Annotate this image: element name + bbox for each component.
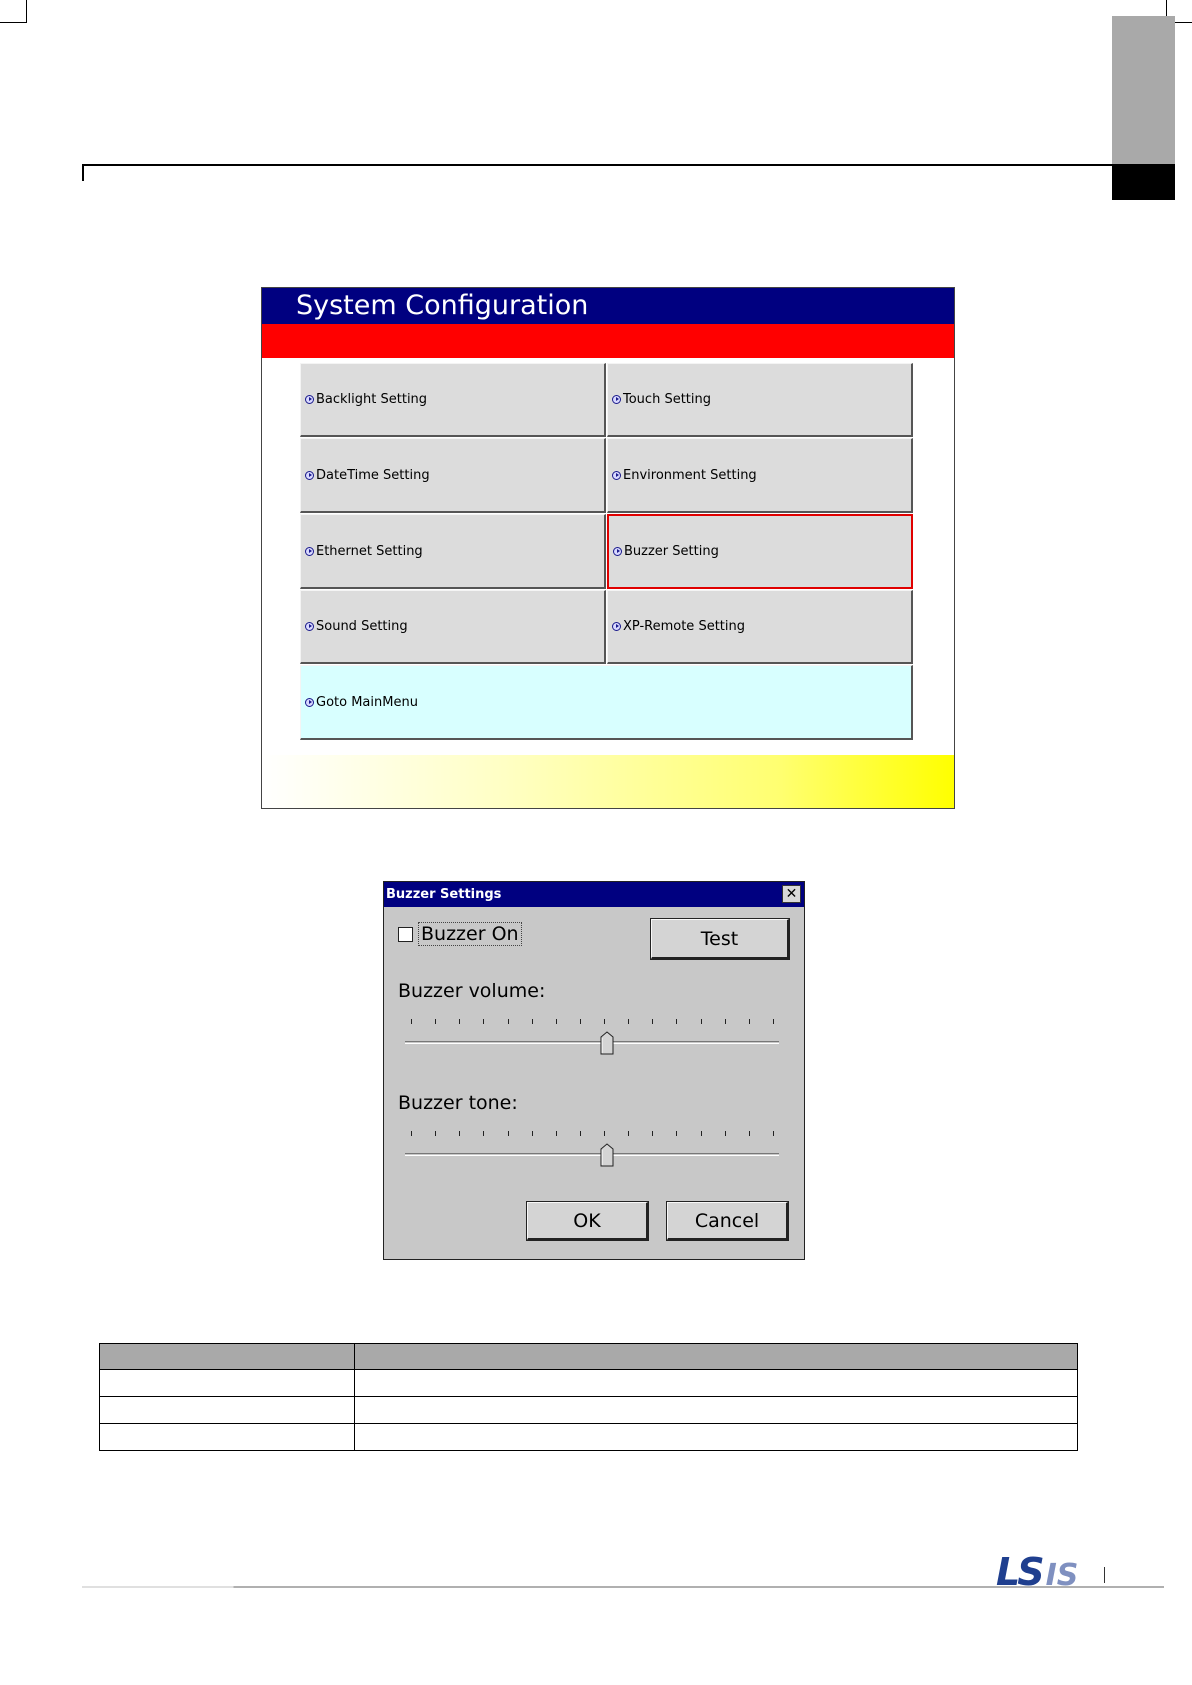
buzzer-tone-label: Buzzer tone: <box>398 1092 518 1114</box>
slider-tick <box>773 1131 774 1136</box>
table-cell <box>355 1370 1078 1397</box>
buzzer-on-checkbox[interactable] <box>398 927 413 942</box>
system-configuration-screen <box>261 287 955 809</box>
buzzer-volume-label: Buzzer volume: <box>398 980 546 1002</box>
alert-bar <box>262 324 954 358</box>
goto-mainmenu-button[interactable] <box>300 665 913 740</box>
slider-tick <box>411 1131 412 1136</box>
slider-tick <box>508 1019 509 1024</box>
close-button[interactable] <box>782 885 801 903</box>
slider-thumb[interactable] <box>600 1031 614 1055</box>
slider-tick <box>411 1019 412 1024</box>
slider-tick <box>556 1131 557 1136</box>
table-cell <box>100 1424 355 1451</box>
menu-item-label: XP-Remote Setting <box>623 619 745 634</box>
menu-item-label: DateTime Setting <box>316 467 430 483</box>
ethernet-setting-button[interactable] <box>300 514 606 589</box>
slider-tick <box>773 1019 774 1024</box>
slider-tick <box>483 1019 484 1024</box>
menu-item-label: Backlight Setting <box>316 392 428 407</box>
slider-tick <box>580 1019 581 1024</box>
slider-tick <box>701 1131 702 1136</box>
buzzer-tone-slider[interactable] <box>405 1131 779 1181</box>
ls-is-logo <box>996 1550 1078 1592</box>
arrow-bullet-icon <box>305 698 314 707</box>
slider-tick <box>459 1131 460 1136</box>
title-bar <box>262 288 954 324</box>
slider-tick <box>701 1019 702 1024</box>
menu-item-label: Buzzer Setting <box>624 544 719 559</box>
table-row <box>100 1397 1078 1424</box>
menu-item-label: Sound Setting <box>316 619 408 634</box>
ok-button[interactable]: OK <box>527 1202 648 1240</box>
slider-tick <box>749 1131 750 1136</box>
table-header-row <box>100 1344 1078 1370</box>
slider-tick <box>435 1019 436 1024</box>
header-rule-tick <box>82 164 84 181</box>
slider-tick <box>580 1131 581 1136</box>
menu-item-label: Environment Setting <box>623 467 757 483</box>
table-cell <box>100 1397 355 1424</box>
slider-tick <box>532 1019 533 1024</box>
table-cell <box>355 1397 1078 1424</box>
menu-item-label: Touch Setting <box>623 392 711 407</box>
slider-track <box>405 1153 779 1156</box>
slider-tick <box>628 1131 629 1136</box>
dialog-title: Buzzer Settings <box>386 887 502 902</box>
environment-setting-button[interactable] <box>607 438 913 513</box>
slider-tick <box>435 1131 436 1136</box>
touch-setting-button[interactable] <box>607 363 913 437</box>
screen-title: System Configuration <box>296 290 589 321</box>
arrow-bullet-icon <box>612 395 621 404</box>
slider-tick <box>628 1019 629 1024</box>
buzzer-volume-slider[interactable] <box>405 1019 779 1069</box>
buzzer-settings-dialog <box>383 881 805 1260</box>
chapter-tab <box>1112 16 1175 164</box>
slider-tick <box>652 1019 653 1024</box>
test-button[interactable]: Test <box>651 919 789 959</box>
crop-mark-top-left <box>26 0 27 23</box>
close-icon: ✕ <box>785 886 798 902</box>
backlight-setting-button[interactable] <box>300 363 606 437</box>
footer-gradient-bar <box>262 755 954 809</box>
menu-item-label: Ethernet Setting <box>316 543 423 559</box>
slider-tick <box>604 1131 605 1136</box>
slider-tick <box>652 1131 653 1136</box>
slider-tick <box>604 1019 605 1024</box>
cancel-button[interactable]: Cancel <box>667 1202 788 1240</box>
buzzer-setting-button[interactable] <box>607 514 913 589</box>
logo-divider <box>1104 1567 1105 1583</box>
slider-tick <box>725 1131 726 1136</box>
logo-ls-text: LS <box>996 1550 1042 1594</box>
sound-setting-button[interactable] <box>300 590 606 664</box>
table-header-cell <box>100 1344 355 1370</box>
chapter-tab-marker <box>1112 164 1175 200</box>
slider-tick <box>556 1019 557 1024</box>
table-header-cell <box>355 1344 1078 1370</box>
crop-mark-top-left <box>0 22 26 23</box>
xp-remote-setting-button[interactable] <box>607 590 913 664</box>
slider-tick <box>676 1131 677 1136</box>
buzzer-on-label[interactable]: Buzzer On <box>418 922 522 946</box>
datetime-setting-button[interactable] <box>300 438 606 513</box>
slider-tick <box>676 1019 677 1024</box>
dialog-title-bar[interactable] <box>384 882 804 907</box>
logo-is-text: IS <box>1045 1558 1079 1593</box>
table-row <box>100 1424 1078 1451</box>
menu-item-label: Goto MainMenu <box>316 694 418 710</box>
slider-tick <box>483 1131 484 1136</box>
slider-tick <box>532 1131 533 1136</box>
arrow-bullet-icon <box>612 471 621 480</box>
arrow-bullet-icon <box>305 547 314 556</box>
table-row <box>100 1370 1078 1397</box>
header-rule <box>82 164 1114 166</box>
arrow-bullet-icon <box>612 622 621 631</box>
arrow-bullet-icon <box>305 471 314 480</box>
settings-table <box>99 1343 1078 1451</box>
arrow-bullet-icon <box>305 395 314 404</box>
arrow-bullet-icon <box>305 622 314 631</box>
table-cell <box>100 1370 355 1397</box>
slider-tick <box>725 1019 726 1024</box>
slider-tick <box>749 1019 750 1024</box>
slider-track <box>405 1041 779 1044</box>
arrow-bullet-icon <box>613 547 622 556</box>
slider-thumb[interactable] <box>600 1143 614 1167</box>
table-cell <box>355 1424 1078 1451</box>
slider-tick <box>508 1131 509 1136</box>
slider-tick <box>459 1019 460 1024</box>
